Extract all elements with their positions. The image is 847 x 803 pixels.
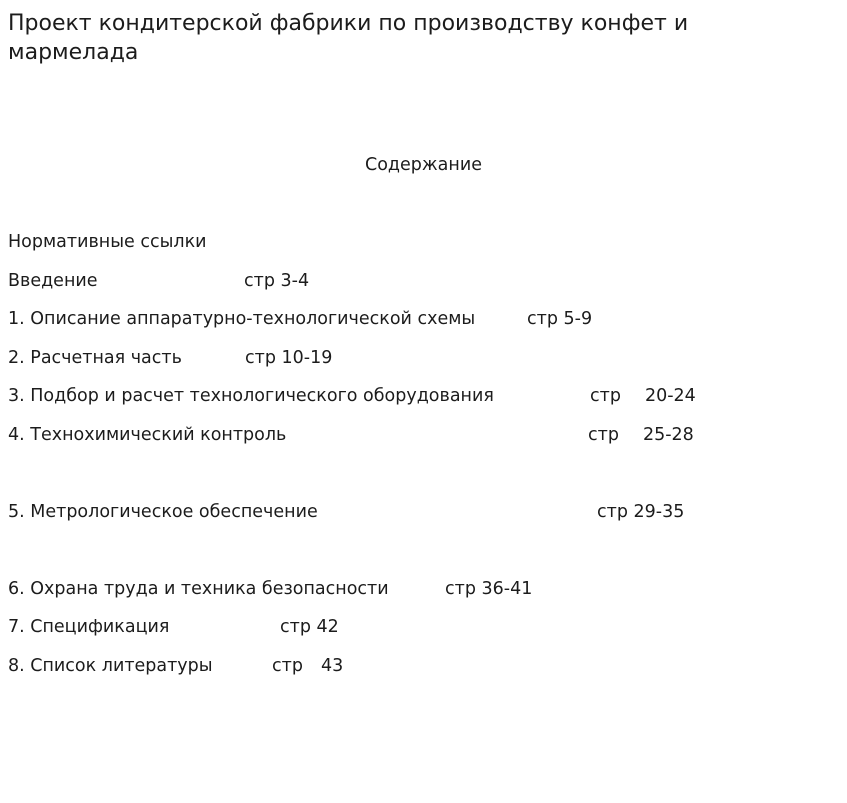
toc-entry-page (590, 385, 696, 407)
document-title: Проект кондитерской фабрики по производству конфет и мармелада (8, 11, 689, 65)
toc-entry-page (280, 616, 339, 638)
toc-entry-labor-safety (8, 578, 389, 600)
toc-entry-label: 6. Охрана труда и техника безопасности (8, 579, 389, 599)
toc-entry-specification (8, 616, 169, 638)
toc-page-range: 36-41 (481, 579, 533, 599)
toc-page-prefix: стр (597, 502, 628, 522)
toc-entry-calculation-part (8, 347, 182, 369)
toc-entry-label: Нормативные ссылки (8, 232, 207, 252)
toc-entry-page (527, 308, 592, 330)
toc-entry-page (245, 347, 332, 369)
toc-page-prefix: стр (590, 386, 621, 406)
toc-entry-metrology (8, 501, 318, 523)
toc-page-range: 29-35 (633, 502, 685, 522)
toc-entry-page (272, 655, 343, 677)
toc-page-prefix: стр (445, 579, 476, 599)
toc-entry-label: 4. Технохимический контроль (8, 425, 287, 445)
toc-entry-label: 2. Расчетная часть (8, 348, 182, 368)
toc-entry-equipment-selection (8, 385, 494, 407)
toc-page-prefix: стр (244, 271, 275, 291)
toc-entry-label: 3. Подбор и расчет технологического оборудования (8, 386, 494, 406)
toc-page-range: 10-19 (281, 348, 333, 368)
toc-entry-technochemical-control (8, 424, 286, 446)
toc-entry-scheme-description (8, 308, 475, 330)
toc-entry-label: 8. Список литературы (8, 656, 213, 676)
toc-page-range: 25-28 (642, 425, 694, 445)
toc-page-prefix: стр (280, 617, 311, 637)
toc-page-range: 3-4 (280, 271, 310, 291)
toc-page-prefix: стр (527, 309, 558, 329)
toc-entry-bibliography (8, 655, 213, 677)
toc-entry-page (588, 424, 694, 446)
toc-page-range: 42 (316, 617, 339, 637)
toc-page-range: 5-9 (563, 309, 593, 329)
toc-page-prefix: стр (588, 425, 619, 445)
toc-entry-page (445, 578, 532, 600)
toc-entry-normative-references (8, 231, 207, 253)
toc-entry-label: 7. Спецификация (8, 617, 170, 637)
toc-entry-label: 5. Метрологическое обеспечение (8, 502, 318, 522)
toc-heading: Содержание (365, 155, 482, 175)
toc-entry-label: Введение (8, 271, 98, 291)
toc-page-prefix: стр (272, 656, 303, 676)
toc-entry-label: 1. Описание аппаратурно-технологической схемы (8, 309, 476, 329)
toc-page-range: 20-24 (644, 386, 696, 406)
toc-page-prefix: стр (245, 348, 276, 368)
toc-entry-page (244, 270, 309, 292)
toc-entry-introduction (8, 270, 98, 292)
toc-entry-page (597, 501, 684, 523)
toc-page-range: 43 (320, 656, 344, 676)
